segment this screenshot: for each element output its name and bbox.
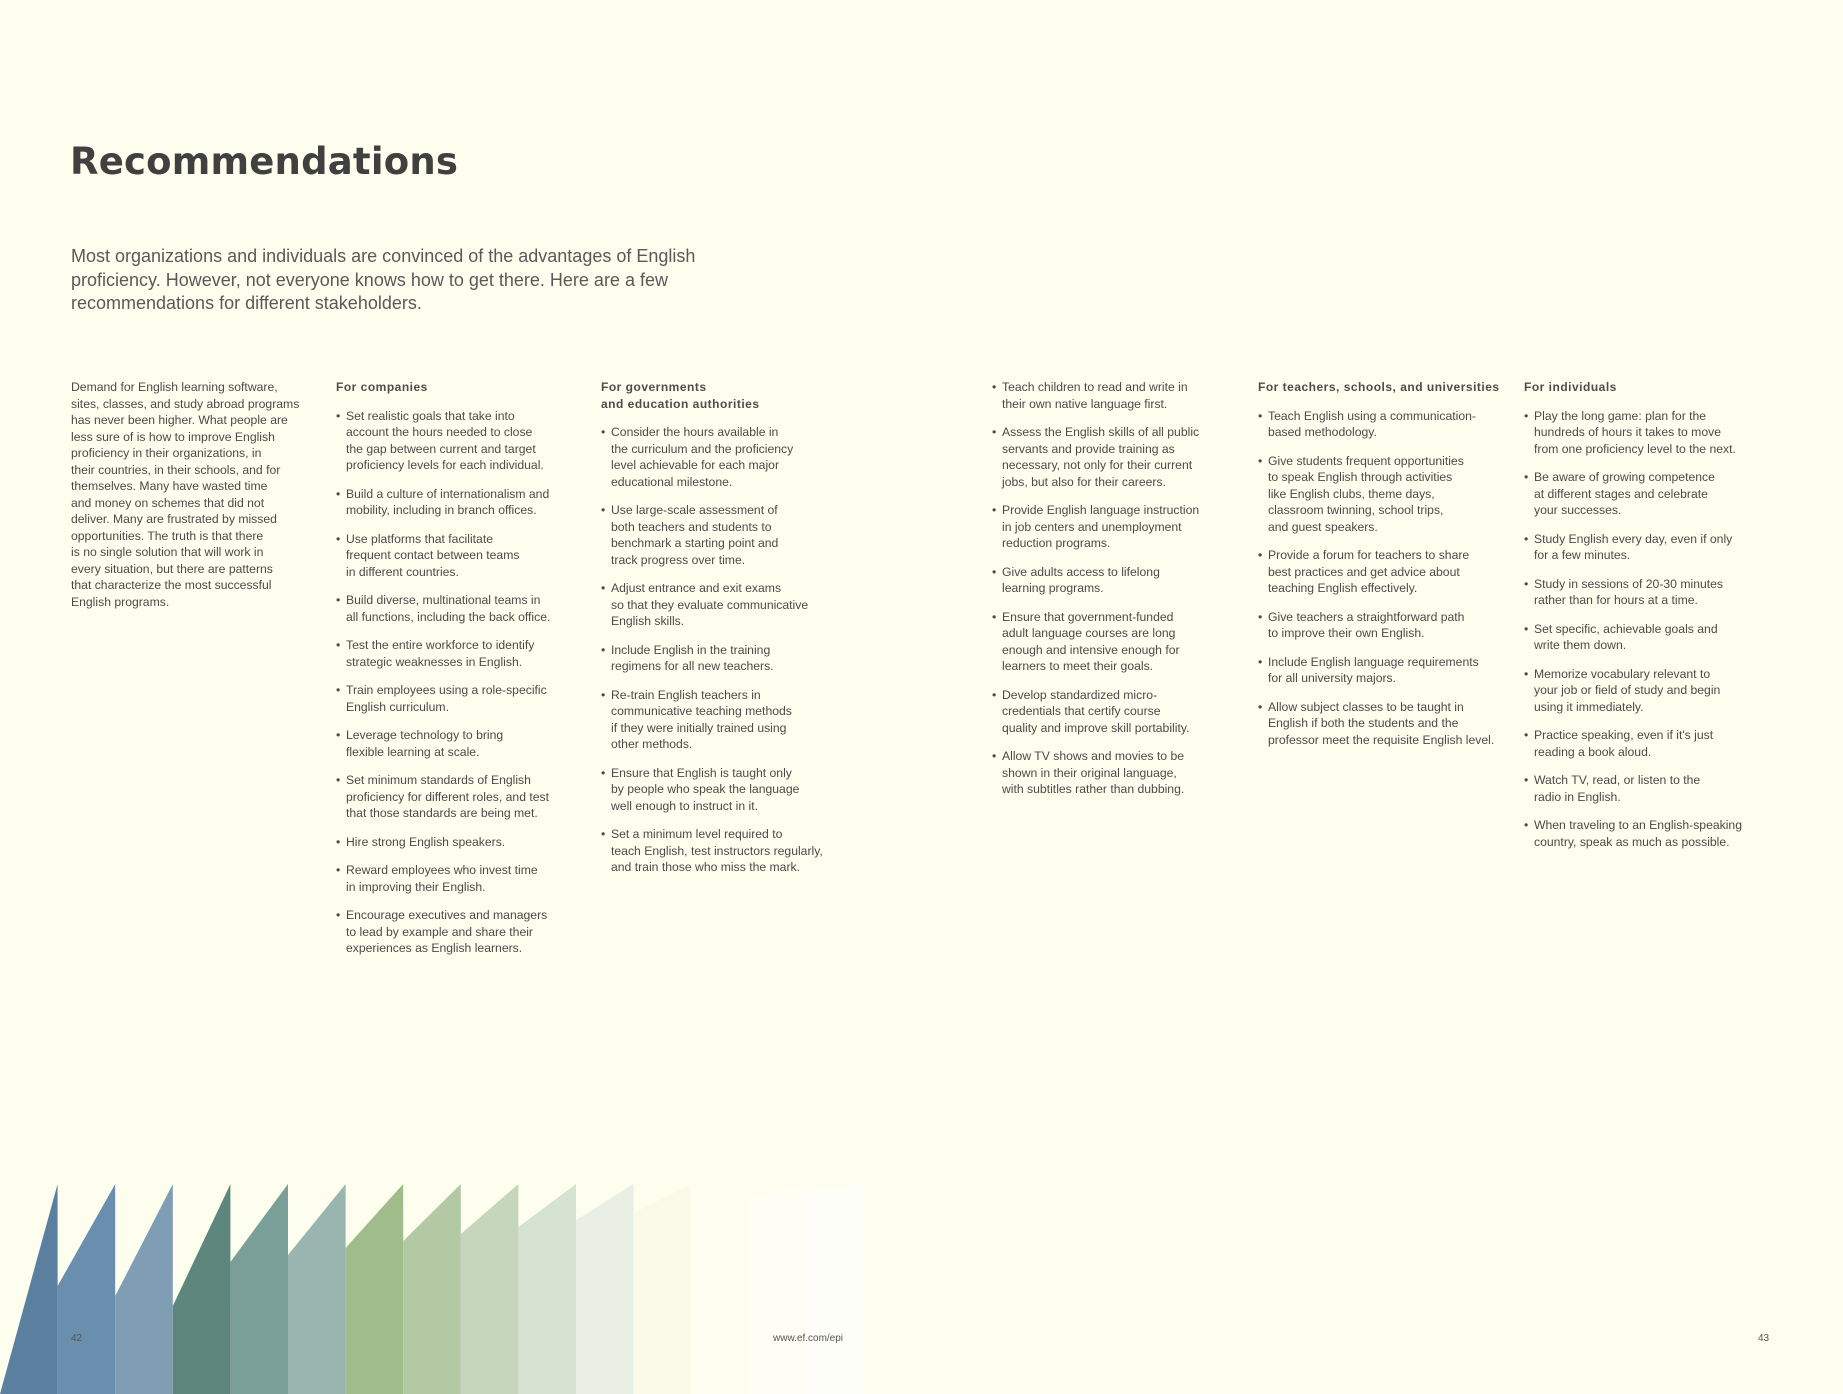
decorative-color-bars bbox=[0, 1184, 940, 1394]
color-bar bbox=[403, 1184, 461, 1394]
individuals-list bbox=[1524, 408, 1784, 851]
individuals-column bbox=[1524, 379, 1784, 862]
color-bar bbox=[518, 1184, 576, 1394]
color-bar bbox=[634, 1184, 692, 1394]
list-item: • Provide English language instruction in job centers and unemployment reduction programs. bbox=[992, 502, 1242, 552]
intro-paragraph: Most organizations and individuals are convinced of the advantages of English proficiency. However, not everyone knows how to get there. Here are a few recommendations for different stakeholders. bbox=[71, 246, 696, 313]
list-item: • Consider the hours available in the curriculum and the proficiency level achievable for each major educational milestone. bbox=[601, 424, 851, 490]
lead-paragraph: Demand for English learning software, sites, classes, and study abroad programs has never been higher. What people are less sure of is how to improve English proficiency in their organizations, in their countries, in their schools, and for themselves. Many have wasted time and money on schemes that did not deliver. Many are frustrated by missed opportunities. The truth is that there is no single solution that will work in every situation, but there are patterns that characterize the most successful English programs. bbox=[71, 380, 300, 609]
color-bar bbox=[115, 1184, 173, 1394]
governments-column bbox=[601, 379, 851, 888]
list-item: • Allow TV shows and movies to be shown in their original language, with subtitles rather than dubbing. bbox=[992, 748, 1242, 798]
list-item: • Study English every day, even if only for a few minutes. bbox=[1524, 531, 1784, 564]
color-bar bbox=[691, 1184, 749, 1394]
list-item: • Study in sessions of 20-30 minutes rather than for hours at a time. bbox=[1524, 576, 1784, 609]
list-item: • Give students frequent opportunities to speak English through activities like English clubs, theme days, classroom twinning, school trips, and guest speakers. bbox=[1258, 453, 1513, 536]
color-bar bbox=[173, 1184, 231, 1394]
list-item: • Train employees using a role-specific English curriculum. bbox=[336, 682, 586, 715]
list-item: • Ensure that English is taught only by people who speak the language well enough to instruct in it. bbox=[601, 765, 851, 815]
color-bar bbox=[576, 1184, 634, 1394]
list-item: • Hire strong English speakers. bbox=[336, 834, 586, 851]
list-item: • Build diverse, multinational teams in all functions, including the back office. bbox=[336, 592, 586, 625]
list-item: • Develop standardized micro- credentials that certify course quality and improve skill portability. bbox=[992, 687, 1242, 737]
list-item: • Set realistic goals that take into account the hours needed to close the gap between current and target proficiency levels for each individual. bbox=[336, 408, 586, 474]
companies-heading: For companies bbox=[336, 380, 428, 394]
list-item: • Re-train English teachers in communicative teaching methods if they were initially trained using other methods. bbox=[601, 687, 851, 753]
list-item: • Play the long game: plan for the hundreds of hours it takes to move from one proficiency level to the next. bbox=[1524, 408, 1784, 458]
list-item: • Assess the English skills of all public servants and provide training as necessary, not only for their current jobs, but also for their careers. bbox=[992, 424, 1242, 490]
page-title: Recommendations bbox=[70, 140, 459, 183]
teachers-heading: For teachers, schools, and universities bbox=[1258, 380, 1500, 394]
list-item: • Use platforms that facilitate frequent contact between teams in different countries. bbox=[336, 531, 586, 581]
lead-column bbox=[71, 379, 306, 610]
list-item: • Test the entire workforce to identify strategic weaknesses in English. bbox=[336, 637, 586, 670]
list-item: • Teach children to read and write in their own native language first. bbox=[992, 379, 1242, 412]
list-item: • Teach English using a communication- based methodology. bbox=[1258, 408, 1513, 441]
teachers-list bbox=[1258, 408, 1513, 749]
list-item: • Be aware of growing competence at different stages and celebrate your successes. bbox=[1524, 469, 1784, 519]
list-item: • Build a culture of internationalism and mobility, including in branch offices. bbox=[336, 486, 586, 519]
list-item: • Allow subject classes to be taught in English if both the students and the professor meet the requisite English level. bbox=[1258, 699, 1513, 749]
color-bar bbox=[230, 1184, 288, 1394]
color-bar bbox=[749, 1184, 807, 1394]
companies-column bbox=[336, 379, 586, 969]
companies-list bbox=[336, 408, 586, 957]
page-number-left: 42 bbox=[71, 1333, 83, 1344]
color-bar bbox=[58, 1184, 116, 1394]
color-bar bbox=[0, 1184, 58, 1394]
list-item: • Set a minimum level required to teach English, test instructors regularly, and train those who miss the mark. bbox=[601, 826, 851, 876]
color-bar bbox=[461, 1184, 519, 1394]
governments-list-continued bbox=[992, 379, 1242, 798]
list-item: • Give adults access to lifelong learning programs. bbox=[992, 564, 1242, 597]
governments-column-continued bbox=[992, 379, 1242, 810]
list-item: • Watch TV, read, or listen to the radio in English. bbox=[1524, 772, 1784, 805]
list-item: • Give teachers a straightforward path to improve their own English. bbox=[1258, 609, 1513, 642]
color-bar bbox=[806, 1184, 864, 1394]
list-item: • Use large-scale assessment of both teachers and students to benchmark a starting point and track progress over time. bbox=[601, 502, 851, 568]
teachers-column bbox=[1258, 379, 1513, 760]
list-item: • Set minimum standards of English proficiency for different roles, and test that those standards are being met. bbox=[336, 772, 586, 822]
list-item: • Adjust entrance and exit exams so that they evaluate communicative English skills. bbox=[601, 580, 851, 630]
individuals-heading: For individuals bbox=[1524, 380, 1617, 394]
list-item: • Memorize vocabulary relevant to your job or field of study and begin using it immediately. bbox=[1524, 666, 1784, 716]
list-item: • Include English in the training regimens for all new teachers. bbox=[601, 642, 851, 675]
list-item: • Reward employees who invest time in improving their English. bbox=[336, 862, 586, 895]
list-item: • Ensure that government-funded adult language courses are long enough and intensive enough for learners to meet their goals. bbox=[992, 609, 1242, 675]
color-bar bbox=[288, 1184, 346, 1394]
list-item: • Provide a forum for teachers to share best practices and get advice about teaching English effectively. bbox=[1258, 547, 1513, 597]
page-number-right: 43 bbox=[1758, 1333, 1770, 1344]
list-item: • Practice speaking, even if it's just reading a book aloud. bbox=[1524, 727, 1784, 760]
color-bar bbox=[346, 1184, 404, 1394]
footer-url: www.ef.com/epi bbox=[773, 1333, 844, 1344]
list-item: • Set specific, achievable goals and write them down. bbox=[1524, 621, 1784, 654]
list-item: • Encourage executives and managers to lead by example and share their experiences as English learners. bbox=[336, 907, 586, 957]
list-item: • When traveling to an English-speaking country, speak as much as possible. bbox=[1524, 817, 1784, 850]
governments-list bbox=[601, 424, 851, 876]
list-item: • Include English language requirements for all university majors. bbox=[1258, 654, 1513, 687]
list-item: • Leverage technology to bring flexible learning at scale. bbox=[336, 727, 586, 760]
governments-heading: For governments and education authorities bbox=[601, 380, 760, 411]
